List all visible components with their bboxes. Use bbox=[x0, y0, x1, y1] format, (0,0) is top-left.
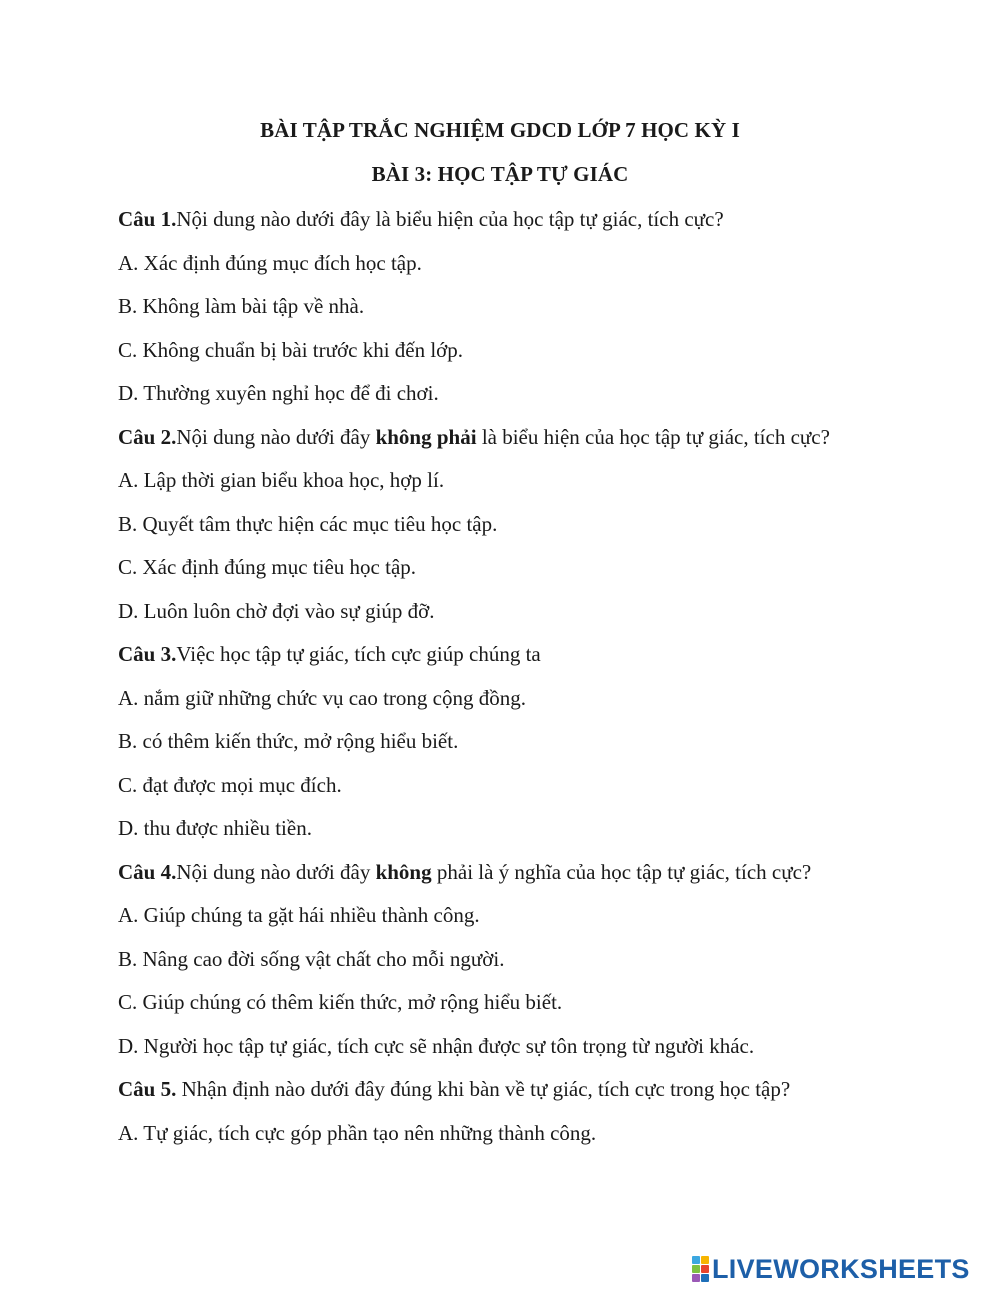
question-label: Câu 2. bbox=[118, 424, 177, 449]
question-1 bbox=[118, 205, 888, 234]
question-text-continued: là biểu hiện của học tập tự giác, tích cực? bbox=[476, 424, 830, 449]
question-5 bbox=[118, 1075, 888, 1104]
question-1-option-c: C. Không chuẩn bị bài trước khi đến lớp. bbox=[118, 337, 464, 362]
question-text: Việc học tập tự giác, tích cực giúp chúng ta bbox=[176, 642, 541, 666]
question-1-option-d: D. Thường xuyên nghỉ học để đi chơi. bbox=[118, 381, 439, 405]
question-3 bbox=[118, 640, 888, 669]
question-1-option-b: B. Không làm bài tập về nhà. bbox=[118, 294, 365, 318]
question-4-option-a: A. Giúp chúng ta gặt hái nhiều thành công. bbox=[118, 903, 480, 927]
liveworksheets-logo bbox=[692, 1254, 970, 1284]
question-emphasis: không phải bbox=[375, 424, 477, 449]
document-title: BÀI TẬP TRẮC NGHIỆM GDCD LỚP 7 HỌC KỲ I bbox=[260, 118, 740, 142]
question-emphasis: không bbox=[375, 859, 432, 884]
question-2-option-a: A. Lập thời gian biểu khoa học, hợp lí. bbox=[118, 468, 445, 492]
question-2-option-b: B. Quyết tâm thực hiện các mục tiêu học tập. bbox=[118, 511, 498, 536]
question-text: Nội dung nào dưới đây là biểu hiện của học tập tự giác, tích cực? bbox=[176, 207, 724, 231]
question-2-option-c: C. Xác định đúng mục tiêu học tập. bbox=[118, 555, 417, 579]
question-label: Câu 4. bbox=[118, 859, 177, 884]
question-label: Câu 3. bbox=[118, 642, 177, 666]
question-4-option-c: C. Giúp chúng có thêm kiến thức, mở rộng hiểu biết. bbox=[118, 990, 563, 1014]
document-subtitle: BÀI 3: HỌC TẬP TỰ GIÁC bbox=[371, 162, 629, 186]
question-4-option-b: B. Nâng cao đời sống vật chất cho mỗi người. bbox=[118, 946, 505, 971]
question-label: Câu 5. bbox=[118, 1077, 177, 1101]
question-3-option-b: B. có thêm kiến thức, mở rộng hiểu biết. bbox=[118, 729, 459, 753]
logo-text: LIVEWORKSHEETS bbox=[712, 1253, 970, 1284]
question-text: Nhận định nào dưới đây đúng khi bàn về tự giác, tích cực trong học tập? bbox=[176, 1077, 791, 1101]
question-3-option-a: A. nắm giữ những chức vụ cao trong cộng đồng. bbox=[118, 685, 526, 710]
question-label: Câu 1. bbox=[118, 207, 177, 231]
questions-list bbox=[118, 205, 888, 1162]
question-4 bbox=[118, 858, 888, 887]
question-text: Nội dung nào dưới đây bbox=[176, 859, 376, 884]
question-5-option-a: A. Tự giác, tích cực góp phần tạo nên những thành công. bbox=[118, 1120, 597, 1145]
question-3-option-c: C. đạt được mọi mục đích. bbox=[118, 772, 342, 797]
question-text: Nội dung nào dưới đây bbox=[176, 424, 376, 449]
liveworksheets-grid-icon bbox=[692, 1256, 709, 1282]
question-2 bbox=[118, 423, 888, 452]
question-text-continued: phải là ý nghĩa của học tập tự giác, tích cực? bbox=[431, 859, 812, 884]
question-2-option-d: D. Luôn luôn chờ đợi vào sự giúp đỡ. bbox=[118, 598, 435, 623]
question-1-option-a: A. Xác định đúng mục đích học tập. bbox=[118, 250, 422, 275]
question-4-option-d: D. Người học tập tự giác, tích cực sẽ nhận được sự tôn trọng từ người khác. bbox=[118, 1033, 755, 1058]
question-3-option-d: D. thu được nhiều tiền. bbox=[118, 816, 312, 840]
